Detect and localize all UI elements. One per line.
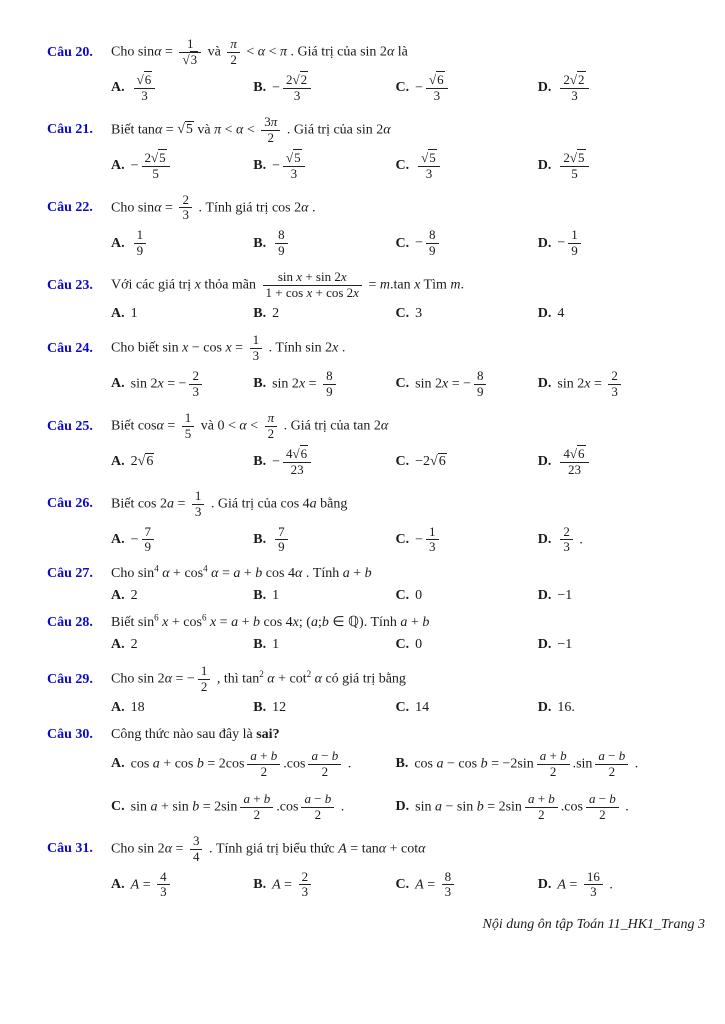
option-item: [396, 368, 538, 401]
option-label: B.: [253, 531, 267, 547]
option-item: [253, 72, 395, 105]
option-label: C.: [111, 799, 125, 815]
option-item: [111, 150, 253, 183]
page-footer: Nội dung ôn tập Toán 11_HK1_Trang 3: [482, 917, 705, 933]
option-label: B.: [253, 376, 267, 392]
option-item: [111, 227, 253, 260]
option-label: C.: [395, 235, 410, 251]
option-label: D.: [395, 799, 410, 815]
option-item: [111, 368, 253, 401]
option-value: − $\frac{7}{9}$: [131, 524, 157, 557]
option-label: C.: [395, 306, 410, 322]
option-item: [253, 227, 395, 260]
option-label: B.: [253, 306, 267, 322]
option-item: [396, 587, 538, 605]
question-label: Câu 22.: [47, 200, 93, 216]
option-value: sin 2x = $\frac{2}{3}$: [557, 368, 623, 401]
question-item: [47, 614, 705, 654]
option-item: [253, 524, 395, 557]
option-label: B.: [253, 637, 267, 653]
option-value: $\frac{8}{9}$: [272, 227, 291, 260]
option-label: A.: [111, 588, 125, 604]
option-label: D.: [537, 306, 552, 322]
question-stem: Biết $\sin^6 x + \cos^6 x = a + b$ cos 4x; (a;b ∈ ℚ). Tính a + b: [111, 612, 430, 631]
option-value: √ $\frac{6}{3}$: [131, 72, 159, 105]
option-item: [253, 446, 395, 479]
option-value: − √ $\frac{5}{3}$: [272, 150, 308, 183]
option-value: $\frac{7}{9}$: [272, 524, 291, 557]
question-item: [47, 269, 705, 323]
option-label: D.: [537, 158, 552, 174]
question-label: Câu 27.: [47, 566, 93, 582]
option-value: sin a − sin b = 2sin $\frac{a + b}{2}$ .cos $\frac{a - b}{2}$ .: [415, 790, 629, 822]
option-label: C.: [395, 158, 410, 174]
question-stem: Công thức nào sau đây là sai?: [111, 727, 280, 743]
option-item: [111, 587, 253, 605]
option-label: C.: [395, 531, 410, 547]
option-item: [396, 699, 538, 717]
option-value: 2: [130, 588, 138, 604]
option-label: D.: [537, 80, 552, 96]
option-label: D.: [537, 876, 552, 892]
options-grid: [111, 305, 680, 323]
options-grid: [111, 150, 680, 183]
question-item: [47, 565, 705, 605]
option-item: [396, 305, 538, 323]
option-value: $\frac{1}{9}$: [131, 227, 150, 260]
options-grid: [111, 524, 680, 557]
option-item: [538, 150, 680, 183]
question-item: [47, 332, 705, 401]
option-item: [253, 699, 395, 717]
option-value: − $\frac{4 √ 6}{23}$: [272, 446, 314, 479]
option-value: − √ $\frac{6}{3}$: [415, 72, 451, 105]
option-item: [538, 368, 680, 401]
option-label: A.: [111, 376, 125, 392]
option-label: A.: [111, 756, 125, 772]
option-label: A.: [111, 700, 125, 716]
option-item: [396, 72, 538, 105]
option-value: 0: [415, 637, 423, 653]
option-label: B.: [253, 80, 267, 96]
question-label: Câu 20.: [47, 44, 93, 60]
options-grid: [111, 636, 680, 654]
option-item: [253, 869, 395, 902]
option-item: [396, 636, 538, 654]
option-value: A = $\frac{2}{3}$: [272, 869, 314, 902]
option-item: [111, 869, 253, 902]
option-value: − $\frac{2 √ 5}{5}$: [131, 150, 173, 183]
option-value: 14: [415, 700, 430, 716]
question-stem: Cho sinα = 1 √ 3 và $\frac{\pi}{2}$ < α < π . Giá trị của sin 2α là: [111, 36, 705, 69]
option-item: [111, 72, 253, 105]
option-value: 12: [272, 700, 287, 716]
option-value: sin a + sin b = 2sin $\frac{a + b}{2}$ .cos $\frac{a - b}{2}$ .: [130, 790, 345, 822]
question-label: Câu 24.: [47, 340, 93, 356]
question-label: Câu 21.: [47, 122, 93, 138]
option-value: 2: [272, 306, 280, 322]
option-value: 0: [415, 588, 423, 604]
option-item: [396, 869, 538, 902]
option-label: A.: [111, 637, 125, 653]
option-item: [111, 305, 253, 323]
question-stem: Cho sin 2α = $\frac{3}{4}$ . Tính giá trị biểu thức A = tanα + cotα: [111, 832, 426, 864]
option-label: A.: [111, 531, 125, 547]
option-label: C.: [395, 876, 410, 892]
question-stem: Biết cosα = $\frac{1}{5}$ và 0 < α < $\frac{\pi}{2}$ . Giá trị của tan 2α: [111, 409, 389, 441]
question-stem: Cho sin 2α = − $\frac{1}{2}$ , thì $\tan^2 \alpha + \cot^2 \alpha$ có giá trị bằng: [111, 663, 406, 695]
option-label: C.: [395, 376, 410, 392]
question-item: [47, 114, 705, 183]
question-label: Câu 23.: [47, 277, 93, 293]
option-label: B.: [253, 700, 267, 716]
option-label: C.: [395, 588, 410, 604]
question-item: [47, 36, 705, 105]
option-label: D.: [537, 531, 552, 547]
options-grid: [111, 699, 680, 717]
options-grid: [111, 748, 680, 824]
option-item: [538, 446, 680, 479]
question-stem: Cho sinα = $\frac{2}{3}$ . Tính giá trị cos 2α .: [111, 191, 316, 223]
question-label: Câu 26.: [47, 496, 93, 512]
option-value: − $\frac{1}{9}$: [557, 227, 583, 260]
option-value: cos a − cos b = −2sin $\frac{a + b}{2}$ .sin $\frac{a - b}{2}$ .: [414, 747, 639, 779]
option-value: √ $\frac{5}{3}$: [415, 150, 443, 183]
option-label: A.: [111, 80, 125, 96]
option-item: [396, 453, 538, 471]
option-value: −2 √ 6: [415, 454, 447, 470]
option-label: B.: [253, 158, 267, 174]
option-label: B.: [253, 876, 267, 892]
option-item: [253, 587, 395, 605]
option-label: C.: [395, 80, 410, 96]
option-value: − $\frac{1}{3}$: [415, 524, 441, 557]
option-value: 1: [272, 588, 280, 604]
option-value: −1: [557, 637, 573, 653]
option-item: [396, 524, 538, 557]
option-value: A = $\frac{16}{3}$ .: [557, 868, 613, 900]
options-grid: [111, 368, 680, 401]
option-value: sin 2x = − $\frac{2}{3}$: [131, 368, 205, 401]
option-item: [111, 636, 253, 654]
question-item: [47, 488, 705, 557]
option-value: A = $\frac{8}{3}$: [415, 869, 457, 902]
question-stem: Cho biết sin x − cos x = $\frac{1}{3}$ . Tính sin 2x .: [111, 332, 346, 364]
option-value: 2 √ 6: [131, 454, 155, 470]
question-list: [47, 36, 705, 901]
question-label: Câu 25.: [47, 418, 93, 434]
options-grid: [111, 869, 680, 902]
option-value: sin 2x = − $\frac{8}{9}$: [415, 368, 489, 401]
question-label: Câu 30.: [47, 727, 93, 743]
options-grid: [111, 587, 680, 605]
option-item: [111, 453, 253, 471]
options-grid: [111, 72, 680, 105]
question-stem: Biết cos 2a = $\frac{1}{3}$ . Giá trị của cos 4a bằng: [111, 487, 348, 519]
option-label: C.: [395, 454, 410, 470]
option-item: [253, 636, 395, 654]
option-label: D.: [537, 588, 552, 604]
question-item: [47, 833, 705, 902]
option-value: $\frac{2}{3}$ .: [557, 524, 583, 557]
option-item: [538, 72, 680, 105]
option-label: D.: [537, 376, 552, 392]
question-label: Câu 29.: [47, 671, 93, 687]
option-value: $\frac{2 √ 5}{5}$: [557, 150, 591, 183]
question-label: Câu 28.: [47, 615, 93, 631]
option-value: 16.: [557, 700, 575, 716]
option-value: 1: [130, 306, 138, 322]
question-stem: Với các giá trị x thỏa mãn $\frac{\text{sin x + sin 2x}}{\text{1 + cos x + cos 2x}}$ = m.tan x Tìm m.: [111, 269, 464, 301]
option-label: A.: [111, 158, 125, 174]
option-item: [253, 150, 395, 183]
option-item: [396, 748, 681, 781]
option-label: D.: [537, 637, 552, 653]
option-value: − $\frac{2 √ 2}{3}$: [272, 72, 314, 105]
question-item: [47, 410, 705, 479]
option-item: [396, 150, 538, 183]
option-value: $\frac{2 √ 2}{3}$: [557, 72, 591, 105]
option-item: [111, 699, 253, 717]
option-label: A.: [111, 454, 125, 470]
option-item: [538, 587, 680, 605]
option-item: [396, 791, 681, 824]
option-label: C.: [395, 700, 410, 716]
option-item: [111, 791, 396, 824]
option-value: 18: [130, 700, 145, 716]
option-label: B.: [253, 235, 267, 251]
option-item: [538, 869, 680, 902]
option-label: B.: [253, 588, 267, 604]
option-value: cos a + cos b = 2cos $\frac{a + b}{2}$ .cos $\frac{a - b}{2}$ .: [130, 747, 352, 779]
option-label: C.: [395, 637, 410, 653]
option-value: −1: [557, 588, 573, 604]
question-item: [47, 726, 705, 824]
option-value: 1: [272, 637, 280, 653]
option-item: [253, 305, 395, 323]
option-value: sin 2x = $\frac{8}{9}$: [272, 368, 338, 401]
option-label: B.: [253, 454, 267, 470]
option-label: A.: [111, 876, 125, 892]
option-item: [111, 524, 253, 557]
option-label: A.: [111, 235, 125, 251]
option-label: D.: [537, 700, 552, 716]
option-item: [253, 368, 395, 401]
option-value: 3: [415, 306, 423, 322]
option-label: D.: [537, 454, 552, 470]
option-value: − $\frac{8}{9}$: [415, 227, 441, 260]
option-item: [538, 227, 680, 260]
option-item: [538, 305, 680, 323]
option-label: A.: [111, 306, 125, 322]
option-value: $\frac{4 √ 6}{23}$: [557, 446, 591, 479]
option-value: 2: [130, 637, 138, 653]
question-label: Câu 31.: [47, 841, 93, 857]
option-value: A = $\frac{4}{3}$: [131, 869, 173, 902]
option-label: D.: [537, 235, 552, 251]
question-item: [47, 192, 705, 261]
option-item: [538, 699, 680, 717]
option-item: [396, 227, 538, 260]
question-stem: Cho $\sin^4 \alpha + \cos^4 \alpha = a + b$ cos 4α . Tính a + b: [111, 563, 372, 582]
option-item: [538, 636, 680, 654]
option-label: B.: [395, 756, 409, 772]
option-item: [538, 524, 680, 557]
option-item: [111, 748, 396, 781]
question-stem: Biết tanα = √ 5 và π < α < $\frac{3\pi}{2}$ . Giá trị của sin 2α: [111, 114, 705, 147]
option-value: 4: [557, 306, 565, 322]
options-grid: [111, 227, 680, 260]
options-grid: [111, 446, 680, 479]
question-item: [47, 663, 705, 717]
